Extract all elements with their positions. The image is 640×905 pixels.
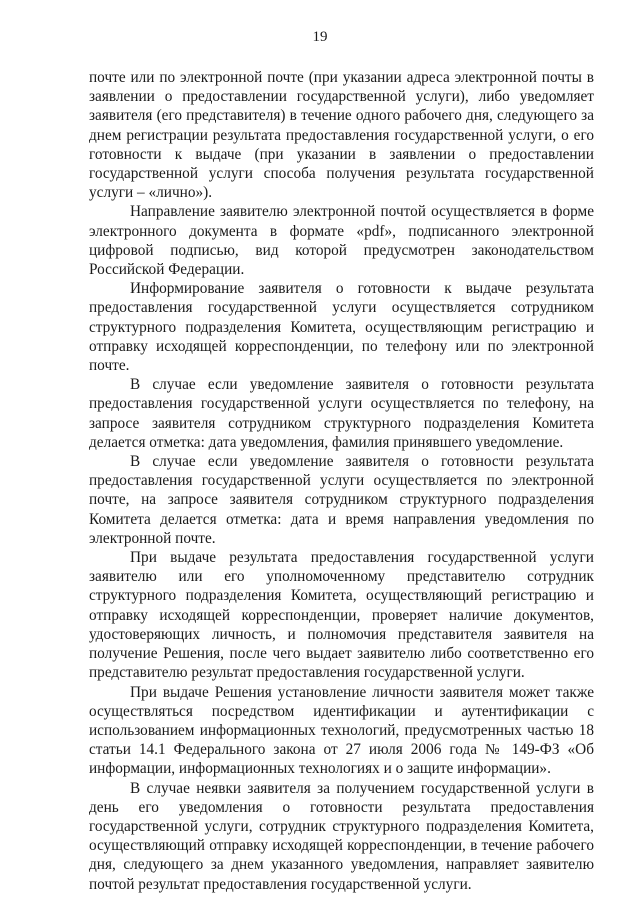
- paragraph-phone-notification: В случае если уведомление заявителя о готовности результата предоставления государственной услуги осуществляется по телефону, на запросе заявителя сотрудником структурного подразделения Комитета делается отметка: дата уведомления, фамилия принявшего уведомление.: [89, 376, 594, 451]
- paragraph-continuation: почте или по электронной почте (при указании адреса электронной почты в заявлении о предоставлении государственной услуги), либо уведомляет заявителя (его представителя) в течение одного рабочего дня, следующего за днем регистрации результата предоставления государственной услуги, о его готовности к выдаче (при указании в заявлении о предоставлении государственной услуги способа получения результата государственной услуги – «лично»).: [89, 69, 594, 202]
- paragraph-issuance: При выдаче результата предоставления государственной услуги заявителю или его уполномоченному представителю сотрудник структурного подразделения Комитета, осуществляющий регистрацию и отправку исходящей корреспонденции, проверяет наличие документов, удостоверяющих личность, и полномочия представителя заявителя на получение Решения, после чего выдает заявителю либо соответственно его представителю результат предоставления государственной услуги.: [89, 549, 594, 682]
- paragraph-identification: При выдаче Решения установление личности заявителя может также осуществляться посредством идентификации и аутентификации с использованием информационных технологий, предусмотренных частью 18 статьи 14.1 Федерального закона от 27 июля 2006 года № 149-ФЗ «Об информации, информационных технологиях и о защите информации».: [89, 683, 594, 778]
- paragraph-email-delivery: Направление заявителю электронной почтой осуществляется в форме электронного документа в формате «pdf», подписанного электронной цифровой подписью, вид которой предусмотрен законодательством Российской Федерации.: [89, 203, 594, 279]
- paragraph-readiness-info: Информирование заявителя о готовности к выдаче результата предоставления государственной услуги осуществляется сотрудником структурного подразделения Комитета, осуществляющим регистрацию и отправку исходящей корреспонденции, по телефону или по электронной почте.: [89, 280, 594, 375]
- document-body: [89, 68, 594, 894]
- paragraph-non-appearance: В случае неявки заявителя за получением государственной услуги в день его уведомления о готовности результата предоставления государственной услуги, сотрудник структурного подразделения Комитета, осуществляющий отправку исходящей корреспонденции, в течение рабочего дня, следующего за днем указанного уведомления, направляет заявителю почтой результат предоставления государственной услуги.: [89, 779, 594, 893]
- page-number: 19: [312, 29, 328, 45]
- paragraph-email-notification: В случае если уведомление заявителя о готовности результата предоставления государственной услуги осуществляется по электронной почте, на запросе заявителя сотрудником структурного подразделения Комитета делается отметка: дата и время направления уведомления по электронной почте.: [89, 453, 594, 547]
